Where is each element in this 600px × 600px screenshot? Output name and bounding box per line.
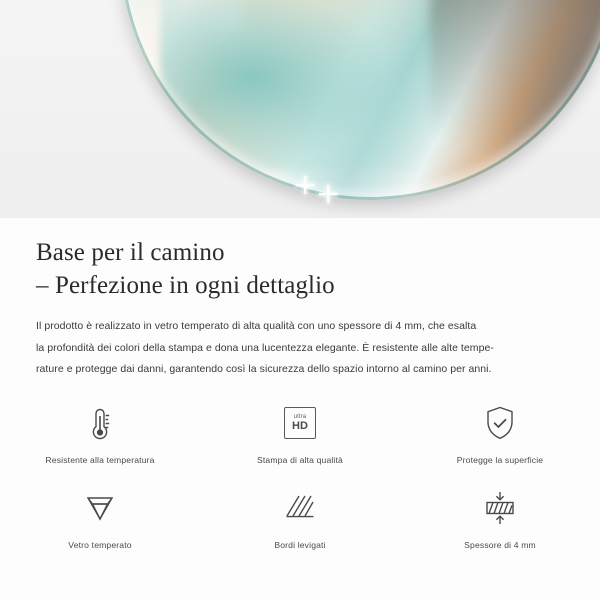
body-line-1: Il prodotto è realizzato in vetro temperato di alta qualità con uno spessore di 4 mm, che esalta — [36, 320, 477, 332]
feature-label: Stampa di alta qualità — [257, 455, 343, 465]
feature-label: Spessore di 4 mm — [464, 540, 536, 550]
headline-line-1: Base per il camino — [36, 239, 225, 266]
feature-item-tempered-glass — [0, 483, 200, 550]
feature-label: Vetro temperato — [68, 540, 132, 550]
polished-edges-icon — [273, 483, 327, 533]
body-line-3: rature e protegge dai danni, garantendo così la sicurezza dello spazio intorno al camino per anni. — [36, 363, 492, 376]
body-paragraph — [0, 302, 600, 381]
feature-item-surface-protection — [400, 398, 600, 465]
page-title — [0, 218, 600, 302]
body-line-2: la profondità dei colori della stampa e dona una lucentezza elegante. È resistente alle alte tempe- — [36, 341, 494, 354]
hero-product-image — [0, 0, 600, 218]
ultra-hd-badge-top: ultra — [293, 414, 307, 420]
feature-label: Resistente alla temperatura — [45, 455, 155, 465]
feature-item-print-quality — [200, 398, 400, 465]
glass-plate-graphic — [120, 0, 600, 200]
thickness-arrows-icon — [473, 483, 527, 533]
shield-check-icon — [473, 398, 527, 448]
feature-item-thickness — [400, 483, 600, 550]
feature-item-polished-edges — [200, 483, 400, 550]
feature-label: Bordi levigati — [274, 540, 326, 550]
thermometer-icon — [73, 398, 127, 448]
feature-label: Protegge la superficie — [456, 455, 544, 465]
diamond-icon — [73, 483, 127, 533]
text-content — [0, 218, 600, 381]
footer-divider — [0, 577, 600, 578]
feature-item-temperature — [0, 398, 200, 465]
headline-line-2: – Perfezione in ogni dettaglio — [36, 272, 335, 299]
ultra-hd-badge-bottom: HD — [292, 420, 308, 432]
ultra-hd-icon — [273, 398, 327, 448]
feature-grid — [0, 398, 600, 550]
